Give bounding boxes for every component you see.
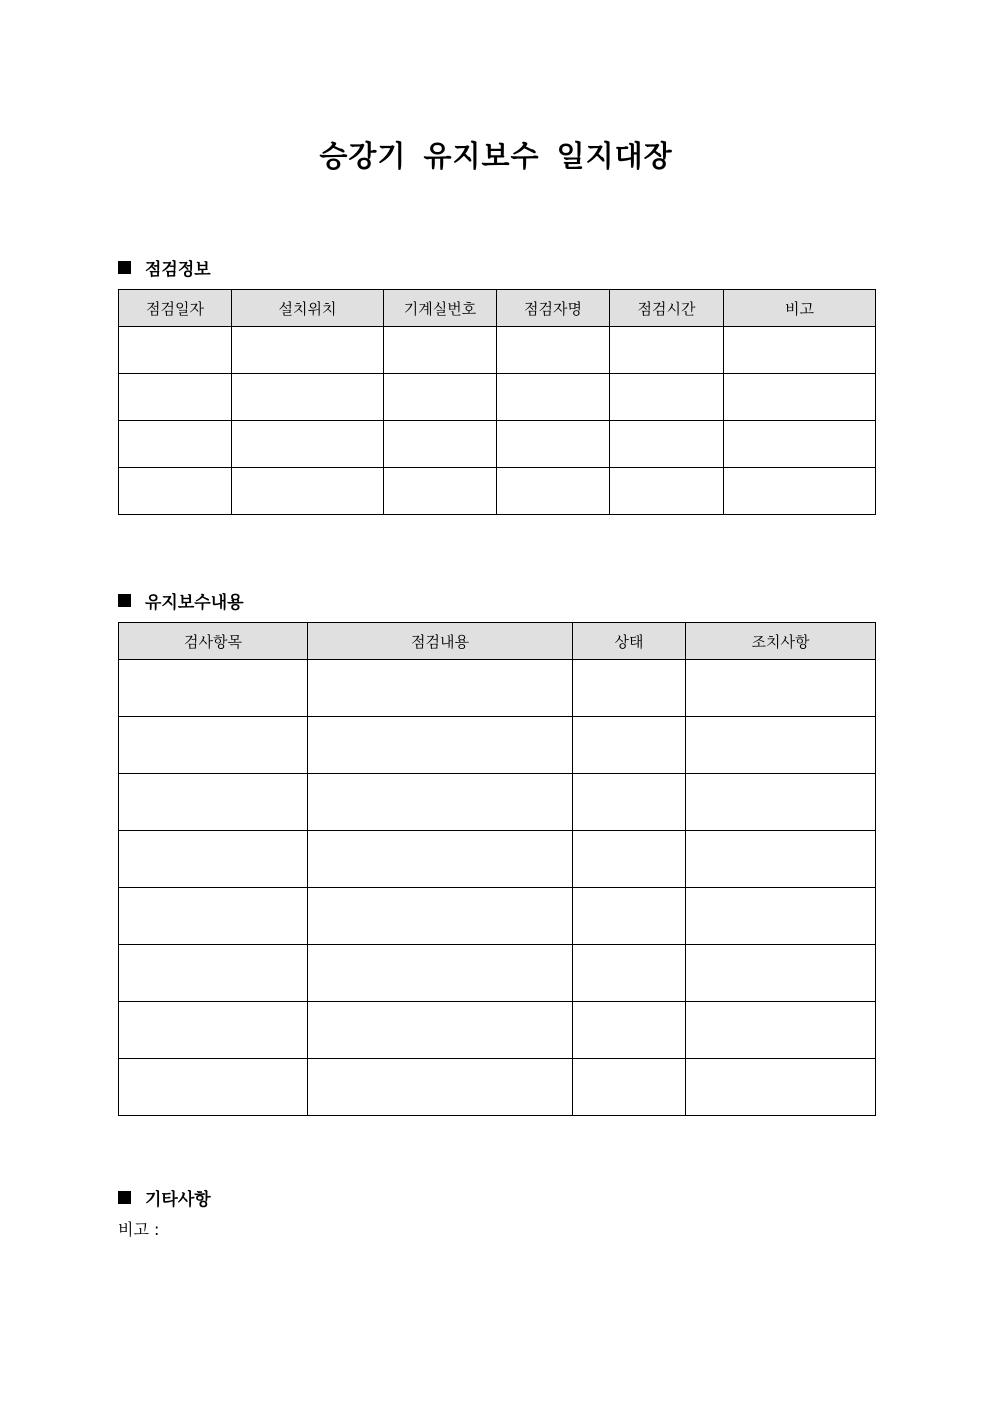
- header-inspection-date: 점검일자: [119, 290, 232, 327]
- table-cell[interactable]: [308, 1002, 573, 1059]
- table-cell[interactable]: [573, 831, 686, 888]
- page-title: 승강기 유지보수 일지대장: [319, 139, 673, 173]
- table-cell[interactable]: [119, 1059, 308, 1116]
- table-cell[interactable]: [610, 374, 724, 421]
- table-cell[interactable]: [573, 774, 686, 831]
- table-cell[interactable]: [686, 774, 876, 831]
- table-cell[interactable]: [724, 374, 876, 421]
- table-cell[interactable]: [119, 327, 232, 374]
- section-heading-other: [118, 1185, 211, 1210]
- square-bullet-icon: [118, 594, 131, 607]
- table-cell[interactable]: [308, 888, 573, 945]
- table-row: [119, 1059, 876, 1116]
- table-cell[interactable]: [384, 421, 497, 468]
- section-heading-inspection: [118, 255, 211, 280]
- header-check-content: 점검내용: [308, 623, 573, 660]
- square-bullet-icon: [118, 1191, 131, 1204]
- header-check-item: 검사항목: [119, 623, 308, 660]
- table-row: [119, 945, 876, 1002]
- table-row: [119, 660, 876, 717]
- table-row: [119, 774, 876, 831]
- header-machine-room-no: 기계실번호: [384, 290, 497, 327]
- table-row: [119, 888, 876, 945]
- table-cell[interactable]: [573, 1059, 686, 1116]
- table-cell[interactable]: [384, 468, 497, 515]
- table-cell[interactable]: [686, 717, 876, 774]
- section-heading-label: 기타사항: [145, 1190, 211, 1210]
- header-action-taken: 조치사항: [686, 623, 876, 660]
- table-cell[interactable]: [686, 888, 876, 945]
- table-cell[interactable]: [497, 468, 610, 515]
- header-install-location: 설치위치: [232, 290, 384, 327]
- section-heading-label: 유지보수내용: [145, 593, 244, 613]
- table-row: [119, 831, 876, 888]
- table-row: [119, 421, 876, 468]
- table-cell[interactable]: [119, 660, 308, 717]
- table-row: [119, 468, 876, 515]
- table-cell[interactable]: [610, 327, 724, 374]
- table-cell[interactable]: [308, 774, 573, 831]
- table-cell[interactable]: [573, 945, 686, 1002]
- table-cell[interactable]: [686, 1059, 876, 1116]
- table-cell[interactable]: [497, 421, 610, 468]
- table-cell[interactable]: [686, 945, 876, 1002]
- table-cell[interactable]: [686, 660, 876, 717]
- inspection-table: [118, 289, 876, 515]
- table-cell[interactable]: [119, 888, 308, 945]
- table-cell[interactable]: [686, 1002, 876, 1059]
- table-cell[interactable]: [573, 888, 686, 945]
- maintenance-table: [118, 622, 876, 1116]
- table-cell[interactable]: [724, 421, 876, 468]
- table-cell[interactable]: [308, 831, 573, 888]
- table-cell[interactable]: [232, 468, 384, 515]
- table-cell[interactable]: [308, 660, 573, 717]
- table-header-row: [119, 290, 876, 327]
- table-cell[interactable]: [232, 327, 384, 374]
- remarks-note-label: 비고 :: [118, 1220, 160, 1239]
- header-status: 상태: [573, 623, 686, 660]
- section-heading-label: 점검정보: [145, 260, 211, 280]
- table-row: [119, 1002, 876, 1059]
- header-inspector-name: 점검자명: [497, 290, 610, 327]
- table-cell[interactable]: [724, 327, 876, 374]
- table-cell[interactable]: [384, 374, 497, 421]
- table-cell[interactable]: [308, 1059, 573, 1116]
- header-inspection-time: 점검시간: [610, 290, 724, 327]
- table-cell[interactable]: [497, 374, 610, 421]
- square-bullet-icon: [118, 261, 131, 274]
- table-cell[interactable]: [686, 831, 876, 888]
- table-cell[interactable]: [119, 374, 232, 421]
- table-cell[interactable]: [119, 1002, 308, 1059]
- header-remarks: 비고: [724, 290, 876, 327]
- table-cell[interactable]: [497, 327, 610, 374]
- table-cell[interactable]: [119, 831, 308, 888]
- section-heading-maintenance: [118, 588, 244, 613]
- table-row: [119, 327, 876, 374]
- table-cell[interactable]: [119, 468, 232, 515]
- table-cell[interactable]: [119, 421, 232, 468]
- table-header-row: [119, 623, 876, 660]
- table-cell[interactable]: [384, 327, 497, 374]
- table-cell[interactable]: [573, 1002, 686, 1059]
- table-cell[interactable]: [573, 717, 686, 774]
- table-cell[interactable]: [308, 717, 573, 774]
- table-cell[interactable]: [119, 774, 308, 831]
- table-row: [119, 717, 876, 774]
- table-cell[interactable]: [573, 660, 686, 717]
- table-cell[interactable]: [119, 945, 308, 1002]
- table-cell[interactable]: [308, 945, 573, 1002]
- table-cell[interactable]: [232, 421, 384, 468]
- table-cell[interactable]: [724, 468, 876, 515]
- table-cell[interactable]: [232, 374, 384, 421]
- table-cell[interactable]: [610, 468, 724, 515]
- table-cell[interactable]: [119, 717, 308, 774]
- table-row: [119, 374, 876, 421]
- table-cell[interactable]: [610, 421, 724, 468]
